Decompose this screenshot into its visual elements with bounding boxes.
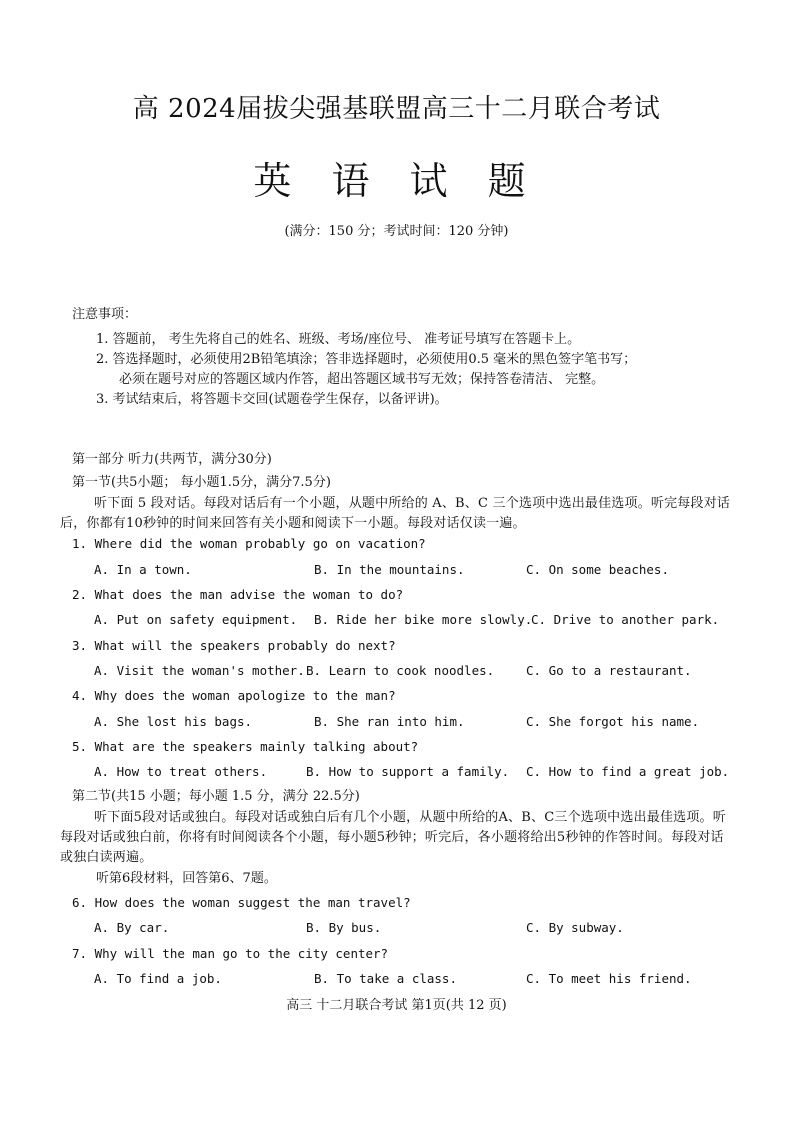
section2-instruction: 听下面5段对话或独白。每段对话或独白后有几个小题，从题中所给的A、B、C三个选项中选出最佳选项。听每段对话或独白前，你将有时间阅读各个小题，每小题5秒钟；听完后，各小题将给出5秒钟的作答时间。每段对话或独白读两遍。 bbox=[60, 810, 726, 865]
score-info: (满分：150 分；考试时间：120 分钟) bbox=[284, 224, 509, 239]
q6-option-a: A. By car. bbox=[94, 920, 170, 935]
q3-option-c: C. Go to a restaurant. bbox=[526, 663, 692, 678]
note-item-2: 2. 答选择题时，必须使用2B铅笔填涂；答非选择题时，必须使用0.5 毫米的黑色签字笔书写； bbox=[96, 352, 637, 367]
q5-option-b: B. How to support a family. bbox=[306, 764, 510, 779]
q1-option-c: C. On some beaches. bbox=[526, 562, 669, 577]
q5-option-c: C. How to find a great job. bbox=[526, 764, 730, 779]
page-footer: 高三 十二月联合考试 第1页(共 12 页) bbox=[286, 998, 507, 1013]
material-note: 听第6段材料，回答第6、7题。 bbox=[96, 871, 277, 886]
question-2: 2. What does the man advise the woman to do? bbox=[72, 587, 404, 602]
q7-option-c: C. To meet his friend. bbox=[526, 971, 692, 986]
q6-option-b: B. By bus. bbox=[306, 920, 382, 935]
q4-option-b: B. She ran into him. bbox=[314, 714, 465, 729]
section1-instruction: 听下面 5 段对话。每段对话后有一个小题，从题中所给的 A、B、C 三个选项中选出最佳选项。听完每段对话后，你都有10秒钟的时间来回答有关小题和阅读下一小题。每段对话仅读一遍。 bbox=[60, 496, 731, 531]
q1-option-a: A. In a town. bbox=[94, 562, 192, 577]
q2-option-c: C. Drive to another park. bbox=[531, 612, 720, 627]
section2-heading: 第二节(共15 小题；每小题 1.5 分，满分 22.5分) bbox=[72, 789, 360, 804]
q3-option-b: B. Learn to cook noodles. bbox=[306, 663, 495, 678]
q4-option-a: A. She lost his bags. bbox=[94, 714, 253, 729]
question-6: 6. How does the woman suggest the man travel? bbox=[72, 895, 411, 910]
note-item-3: 3. 考试结束后，将答题卡交回(试题卷学生保存，以备评讲)。 bbox=[96, 392, 448, 407]
q5-option-a: A. How to treat others. bbox=[94, 764, 268, 779]
q2-option-a: A. Put on safety equipment. bbox=[94, 612, 298, 627]
notes-heading: 注意事项： bbox=[72, 307, 138, 322]
note-item-2-cont: 必须在题号对应的答题区域内作答，超出答题区域书写无效；保持答卷清洁、 完整。 bbox=[119, 372, 605, 387]
question-7: 7. Why will the man go to the city center? bbox=[72, 946, 389, 961]
section1-heading: 第一节(共5小题； 每小题1.5分，满分7.5分) bbox=[72, 475, 331, 490]
exam-title: 高 2024届拔尖强基联盟高三十二月联合考试 bbox=[132, 94, 661, 124]
question-5: 5. What are the speakers mainly talking about? bbox=[72, 739, 419, 754]
question-4: 4. Why does the woman apologize to the man? bbox=[72, 688, 396, 703]
q7-option-b: B. To take a class. bbox=[314, 971, 457, 986]
q3-option-a: A. Visit the woman's mother. bbox=[94, 663, 305, 678]
part1-heading: 第一部分 听力(共两节，满分30分) bbox=[72, 452, 272, 467]
question-1: 1. Where did the woman probably go on vacation? bbox=[72, 536, 426, 551]
question-3: 3. What will the speakers probably do next? bbox=[72, 638, 396, 653]
q1-option-b: B. In the mountains. bbox=[314, 562, 465, 577]
q4-option-c: C. She forgot his name. bbox=[526, 714, 700, 729]
q2-option-b: B. Ride her bike more slowly. bbox=[314, 612, 533, 627]
note-item-1: 1. 答题前， 考生先将自己的姓名、班级、考场/座位号、 准考证号填写在答题卡上。 bbox=[96, 332, 581, 347]
q6-option-c: C. By subway. bbox=[526, 920, 624, 935]
q7-option-a: A. To find a job. bbox=[94, 971, 222, 986]
subject-title: 英 语 试 题 bbox=[253, 159, 540, 203]
